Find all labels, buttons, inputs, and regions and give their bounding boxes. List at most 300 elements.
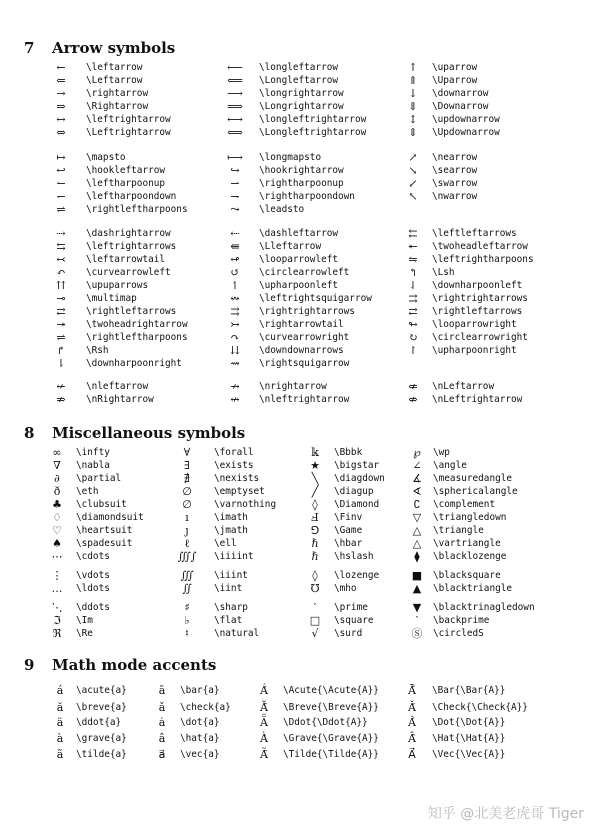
latex-command: \longleftrightarrow: [259, 114, 367, 125]
symbol-glyph: ⟵: [227, 61, 243, 74]
symbol-glyph: ♣: [52, 498, 62, 511]
latex-command: \curvearrowright: [259, 332, 350, 343]
symbol-glyph: ∬: [182, 582, 192, 595]
symbol-glyph: ⇔: [56, 126, 66, 139]
latex-command: \hslash: [334, 551, 374, 562]
latex-command: \sphericalangle: [433, 486, 518, 497]
symbol-glyph: ā: [158, 684, 166, 697]
latex-command: \bar{a}: [180, 685, 220, 696]
symbol-glyph: ⧫: [414, 550, 420, 563]
symbol-glyph: ∇: [53, 459, 61, 472]
symbol-glyph: ↷: [230, 331, 240, 344]
symbol-glyph: ↘: [408, 164, 418, 177]
symbol-glyph: â: [158, 732, 166, 745]
symbol-row: [0, 126, 600, 139]
latex-command: \Im: [76, 615, 93, 626]
latex-command: \rightarrowtail: [259, 319, 344, 330]
latex-command: \iiint: [214, 570, 248, 581]
symbol-glyph: 𝕜: [311, 446, 319, 459]
symbol-row: [0, 203, 600, 216]
symbol-glyph: ⇊: [230, 344, 240, 357]
symbol-glyph: ã: [56, 748, 64, 761]
latex-command: \diagdown: [334, 473, 385, 484]
symbol-glyph: ⇄: [408, 305, 418, 318]
latex-command: \rightsquigarrow: [259, 358, 350, 369]
latex-command: \nleftarrow: [86, 381, 149, 392]
section-number: 7: [24, 39, 35, 57]
symbol-glyph: ⋯: [51, 550, 63, 563]
symbol-row: [0, 472, 600, 485]
symbol-glyph: ⟺: [227, 126, 243, 139]
latex-command: \square: [334, 615, 374, 626]
symbol-glyph: ↾: [408, 344, 418, 357]
symbol-glyph: ⇀: [230, 177, 240, 190]
symbol-glyph: ⇄: [56, 305, 66, 318]
latex-command: \hookleftarrow: [86, 165, 166, 176]
latex-command: \spadesuit: [76, 538, 133, 549]
symbol-glyph: →: [56, 87, 66, 100]
symbol-glyph: Ȧ̇: [408, 716, 416, 729]
latex-command: \eth: [76, 486, 99, 497]
latex-command: \Updownarrow: [432, 127, 500, 138]
symbol-glyph: ℏ: [311, 537, 319, 550]
symbol-row: [0, 524, 600, 537]
symbol-glyph: ↶: [56, 266, 66, 279]
latex-command: \ddots: [76, 602, 110, 613]
symbol-glyph: ⇕: [408, 126, 418, 139]
latex-command: \ell: [214, 538, 237, 549]
latex-command: \nearrow: [432, 152, 478, 163]
symbol-glyph: ▽: [412, 511, 422, 524]
symbol-glyph: ⤳: [230, 203, 240, 216]
symbol-row: [0, 485, 600, 498]
latex-command: \exists: [214, 460, 254, 471]
symbol-glyph: ⋮: [51, 569, 63, 582]
latex-command: \Longleftrightarrow: [259, 127, 367, 138]
latex-command: \ddot{a}: [76, 717, 122, 728]
symbol-row: [0, 601, 600, 614]
symbol-row: [0, 177, 600, 190]
symbol-glyph: ⅁: [310, 524, 320, 537]
latex-command: \updownarrow: [432, 114, 500, 125]
latex-command: \blacktriangle: [433, 583, 513, 594]
latex-command: \rightarrow: [86, 88, 149, 99]
latex-command: \upharpoonleft: [259, 280, 339, 291]
latex-command: \leftrightharpoons: [432, 254, 534, 265]
symbol-glyph: ↻: [408, 331, 418, 344]
symbol-glyph: ▲: [412, 582, 422, 595]
latex-command: \curvearrowleft: [86, 267, 171, 278]
latex-command: \leftharpoonup: [86, 178, 166, 189]
symbol-glyph: ↫: [230, 253, 240, 266]
latex-command: \rightleftharpoons: [86, 204, 188, 215]
latex-command: \mapsto: [86, 152, 126, 163]
symbol-glyph: ℏ: [311, 550, 319, 563]
symbol-glyph: ⇋: [408, 253, 418, 266]
latex-command: \Rightarrow: [86, 101, 149, 112]
symbol-row: [0, 511, 600, 524]
latex-command: \downdownarrows: [259, 345, 344, 356]
latex-command: \Ddot{\Ddot{A}}: [283, 717, 368, 728]
latex-command: \clubsuit: [76, 499, 127, 510]
symbol-glyph: ⇉: [408, 292, 418, 305]
symbol-glyph: ℘: [413, 446, 421, 459]
symbol-row: [0, 537, 600, 550]
symbol-row: [0, 87, 600, 100]
symbol-row: [0, 266, 600, 279]
latex-command: \Leftarrow: [86, 75, 143, 86]
symbol-glyph: ←: [56, 61, 66, 74]
symbol-glyph: ♮: [185, 627, 189, 640]
latex-command: \blacksquare: [433, 570, 501, 581]
symbol-row: [0, 684, 600, 697]
symbol-glyph: ℓ: [184, 537, 190, 550]
latex-command: \Tilde{\Tilde{A}}: [283, 749, 379, 760]
symbol-glyph: ⇑: [408, 74, 418, 87]
latex-command: \grave{a}: [76, 733, 127, 744]
symbol-glyph: ⇃: [408, 279, 418, 292]
symbol-row: [0, 74, 600, 87]
latex-command: \Downarrow: [432, 101, 489, 112]
latex-command: \natural: [214, 628, 260, 639]
symbol-glyph: ↛: [230, 380, 240, 393]
section-number: 9: [24, 656, 35, 674]
symbol-glyph: ♡: [52, 524, 62, 537]
symbol-glyph: ⇒: [56, 100, 66, 113]
symbol-glyph: ↔: [56, 113, 66, 126]
section-8-heading: [24, 424, 245, 442]
symbol-row: [0, 331, 600, 344]
symbol-glyph: ↙: [408, 177, 418, 190]
latex-command: \dashleftarrow: [259, 228, 339, 239]
symbol-glyph: ⟶: [227, 87, 243, 100]
latex-command: \iiiint: [214, 551, 254, 562]
latex-command: \uparrow: [432, 62, 478, 73]
symbol-glyph: ⇇: [408, 227, 418, 240]
latex-command: \Leftrightarrow: [86, 127, 171, 138]
symbol-glyph: ♯: [184, 601, 190, 614]
symbol-glyph: ℑ: [53, 614, 61, 627]
symbol-glyph: ⇚: [230, 240, 240, 253]
symbol-row: [0, 393, 600, 406]
latex-command: \Re: [76, 628, 93, 639]
symbol-glyph: ⊸: [56, 292, 66, 305]
symbol-row: [0, 100, 600, 113]
latex-command: \measuredangle: [433, 473, 513, 484]
section-7-heading: [24, 39, 175, 57]
symbol-glyph: ↭: [230, 292, 240, 305]
latex-command: \leftrightarrow: [86, 114, 171, 125]
latex-command: \vartriangle: [433, 538, 501, 549]
symbol-glyph: ∭∫: [177, 550, 197, 563]
symbol-glyph: Ä̈: [260, 716, 268, 729]
symbol-glyph: ↺: [230, 266, 240, 279]
latex-command: \nleftrightarrow: [259, 394, 350, 405]
latex-command: \rightleftharpoons: [86, 332, 188, 343]
symbol-glyph: ↠: [56, 318, 66, 331]
latex-command: \bigstar: [334, 460, 380, 471]
latex-command: \cdots: [76, 551, 110, 562]
symbol-row: [0, 113, 600, 126]
symbol-glyph: ⇌: [56, 331, 66, 344]
latex-command: \Dot{\Dot{A}}: [432, 717, 506, 728]
symbol-glyph: ǎ: [158, 701, 166, 714]
symbol-glyph: ↢: [56, 253, 66, 266]
latex-command: \longrightarrow: [259, 88, 344, 99]
section-title: Miscellaneous symbols: [52, 424, 246, 442]
symbol-row: [0, 151, 600, 164]
latex-command: \ldots: [76, 583, 110, 594]
latex-command: \rightharpoonup: [259, 178, 344, 189]
latex-command: \nexists: [214, 473, 260, 484]
symbol-glyph: △: [412, 524, 422, 537]
symbol-glyph: ↣: [230, 318, 240, 331]
symbol-glyph: ⟼: [227, 151, 243, 164]
latex-command: \upharpoonright: [432, 345, 517, 356]
symbol-glyph: ↰: [408, 266, 418, 279]
symbol-glyph: ↑: [408, 61, 418, 74]
latex-command: \leftarrow: [86, 62, 143, 73]
symbol-row: [0, 732, 600, 745]
symbol-row: [0, 344, 600, 357]
latex-command: \nabla: [76, 460, 110, 471]
latex-command: \looparrowleft: [259, 254, 339, 265]
latex-command: \acute{a}: [76, 685, 127, 696]
symbol-glyph: □: [309, 614, 321, 627]
symbol-glyph: ∅: [182, 498, 192, 511]
latex-command: \rightharpoondown: [259, 191, 355, 202]
symbol-row: [0, 279, 600, 292]
symbol-glyph: ↞: [408, 240, 418, 253]
symbol-glyph: ↩: [56, 164, 66, 177]
symbol-glyph: ∃: [184, 459, 190, 472]
latex-command: \longleftarrow: [259, 62, 339, 73]
symbol-glyph: ∀: [183, 446, 191, 459]
symbol-row: [0, 701, 600, 714]
latex-command: \hat{a}: [180, 733, 220, 744]
symbol-glyph: a⃗: [158, 748, 166, 761]
symbol-glyph: ⇌: [56, 203, 66, 216]
symbol-glyph: ⇏: [56, 393, 66, 406]
latex-command: \Longleftarrow: [259, 75, 339, 86]
latex-command: \nwarrow: [432, 191, 478, 202]
symbol-glyph: Ǎ̌: [408, 701, 416, 714]
symbol-row: [0, 292, 600, 305]
latex-command: \heartsuit: [76, 525, 133, 536]
latex-command: \sharp: [214, 602, 248, 613]
symbol-row: [0, 357, 600, 370]
symbol-glyph: ▼: [412, 601, 422, 614]
watermark: 知乎 @北美老虎哥 Tiger: [427, 806, 584, 822]
symbol-row: [0, 61, 600, 74]
latex-command: \surd: [334, 628, 363, 639]
latex-command: \Check{\Check{A}}: [432, 702, 528, 713]
latex-command: \circlearrowleft: [259, 267, 350, 278]
symbol-row: [0, 446, 600, 459]
symbol-glyph: ı: [185, 511, 189, 524]
latex-command: \rightrightarrows: [259, 306, 355, 317]
symbol-glyph: ∄: [184, 472, 190, 485]
symbol-glyph: ↮: [230, 393, 240, 406]
latex-command: \Bbbk: [334, 447, 363, 458]
latex-command: \rightleftarrows: [432, 306, 523, 317]
latex-command: \infty: [76, 447, 110, 458]
latex-command: \leadsto: [259, 204, 305, 215]
symbol-glyph: ⟷: [227, 113, 243, 126]
symbol-glyph: ℜ: [52, 627, 62, 640]
symbol-glyph: ∠: [412, 459, 422, 472]
latex-command: \Uparrow: [432, 75, 478, 86]
symbol-glyph: ă: [56, 701, 64, 714]
latex-command: \Acute{\Acute{A}}: [283, 685, 379, 696]
symbol-glyph: ′: [313, 601, 317, 614]
symbol-row: [0, 253, 600, 266]
latex-command: \forall: [214, 447, 254, 458]
symbol-row: [0, 569, 600, 582]
symbol-glyph: ↖: [408, 190, 418, 203]
symbol-row: [0, 164, 600, 177]
symbol-glyph: ↽: [56, 190, 66, 203]
symbol-row: [0, 582, 600, 595]
latex-command: \circlearrowright: [432, 332, 528, 343]
latex-command: \angle: [433, 460, 467, 471]
latex-command: \searrow: [432, 165, 478, 176]
symbol-glyph: …: [51, 582, 63, 595]
symbol-glyph: ⇍: [408, 380, 418, 393]
latex-command: \flat: [214, 615, 243, 626]
symbol-glyph: ↿: [230, 279, 240, 292]
latex-command: \check{a}: [180, 702, 231, 713]
latex-command: \imath: [214, 512, 248, 523]
latex-command: \complement: [433, 499, 496, 510]
latex-command: \Finv: [334, 512, 363, 523]
latex-command: \Vec{\Vec{A}}: [432, 749, 506, 760]
latex-command: \multimap: [86, 293, 137, 304]
latex-command: \partial: [76, 473, 122, 484]
symbol-glyph: Ⅎ: [311, 511, 319, 524]
latex-command: \vdots: [76, 570, 110, 581]
latex-command: \leftrightsquigarrow: [259, 293, 372, 304]
latex-command: \nLeftarrow: [432, 381, 495, 392]
symbol-glyph: ⇆: [56, 240, 66, 253]
symbol-glyph: ◊: [312, 498, 318, 511]
latex-command: \Lleftarrow: [259, 241, 322, 252]
symbol-glyph: ↼: [56, 177, 66, 190]
symbol-glyph: ∭: [180, 569, 194, 582]
section-title: Arrow symbols: [52, 39, 176, 57]
latex-command: \breve{a}: [76, 702, 127, 713]
symbol-glyph: ╱: [311, 485, 319, 498]
latex-command: \Rsh: [86, 345, 109, 356]
symbol-glyph: Ⓢ: [411, 627, 423, 640]
symbol-glyph: ↓: [408, 87, 418, 100]
symbol-glyph: ♠: [52, 537, 62, 550]
symbol-glyph: á: [56, 684, 64, 697]
latex-command: \downarrow: [432, 88, 489, 99]
latex-command: \twoheadrightarrow: [86, 319, 188, 330]
latex-command: \prime: [334, 602, 368, 613]
latex-command: \longmapsto: [259, 152, 322, 163]
symbol-glyph: ð: [53, 485, 61, 498]
symbol-glyph: ♭: [184, 614, 190, 627]
latex-command: \Lsh: [432, 267, 455, 278]
symbol-row: [0, 240, 600, 253]
symbol-glyph: Á́: [260, 684, 268, 697]
latex-command: \diamondsuit: [76, 512, 144, 523]
symbol-row: [0, 748, 600, 761]
latex-command: \rightrightarrows: [432, 293, 528, 304]
latex-command: \nRightarrow: [86, 394, 154, 405]
symbol-glyph: ╲: [311, 472, 319, 485]
symbol-glyph: Ă̆: [260, 701, 268, 714]
symbol-glyph: ↕: [408, 113, 418, 126]
symbol-glyph: ↦: [56, 151, 66, 164]
symbol-glyph: A⃗⃗: [408, 748, 416, 761]
symbol-glyph: ⇂: [56, 357, 66, 370]
latex-command: \twoheadleftarrow: [432, 241, 528, 252]
symbol-glyph: ∢: [412, 485, 422, 498]
symbol-row: [0, 305, 600, 318]
latex-command: \swarrow: [432, 178, 478, 189]
latex-command: \blacktrinagledown: [433, 602, 535, 613]
symbol-glyph: ⋱: [51, 601, 63, 614]
latex-command: \dot{a}: [180, 717, 220, 728]
symbol-glyph: ◊: [312, 569, 318, 582]
symbol-glyph: ‵: [415, 614, 419, 627]
latex-command: \circledS: [433, 628, 484, 639]
symbol-row: [0, 550, 600, 563]
latex-command: \Grave{\Grave{A}}: [283, 733, 379, 744]
latex-command: \tilde{a}: [76, 749, 127, 760]
symbol-glyph: ∅: [182, 485, 192, 498]
latex-command: \emptyset: [214, 486, 265, 497]
symbol-glyph: ★: [310, 459, 320, 472]
symbol-glyph: ♢: [52, 511, 62, 524]
symbol-glyph: ⇢: [56, 227, 66, 240]
latex-command: \jmath: [214, 525, 248, 536]
latex-command: \lozenge: [334, 570, 380, 581]
symbol-glyph: À̀: [260, 732, 268, 745]
symbol-glyph: ■: [411, 569, 423, 582]
symbol-glyph: ȧ: [158, 716, 166, 729]
latex-command: \triangle: [433, 525, 484, 536]
latex-command: \Hat{\Hat{A}}: [432, 733, 506, 744]
latex-command: \triangledown: [433, 512, 507, 523]
symbol-row: [0, 190, 600, 203]
latex-command: \Game: [334, 525, 363, 536]
latex-command: \downharpoonright: [86, 358, 182, 369]
symbol-glyph: ⇎: [408, 393, 418, 406]
symbol-glyph: ↗: [408, 151, 418, 164]
symbol-glyph: Â̂: [408, 732, 416, 745]
symbol-glyph: ∂: [54, 472, 60, 485]
symbol-glyph: à: [56, 732, 64, 745]
latex-command: \Breve{\Breve{A}}: [283, 702, 379, 713]
symbol-glyph: ⇓: [408, 100, 418, 113]
symbol-row: [0, 380, 600, 393]
section-9-heading: [24, 656, 216, 674]
latex-command: \hbar: [334, 538, 363, 549]
symbol-row: [0, 227, 600, 240]
latex-command: \leftarrowtail: [86, 254, 166, 265]
latex-command: \hookrightarrow: [259, 165, 344, 176]
latex-command: \nrightarrow: [259, 381, 327, 392]
latex-command: \Longrightarrow: [259, 101, 344, 112]
symbol-glyph: ∁: [413, 498, 421, 511]
symbol-glyph: ⇁: [230, 190, 240, 203]
latex-command: \backprime: [433, 615, 490, 626]
symbol-row: [0, 627, 600, 640]
